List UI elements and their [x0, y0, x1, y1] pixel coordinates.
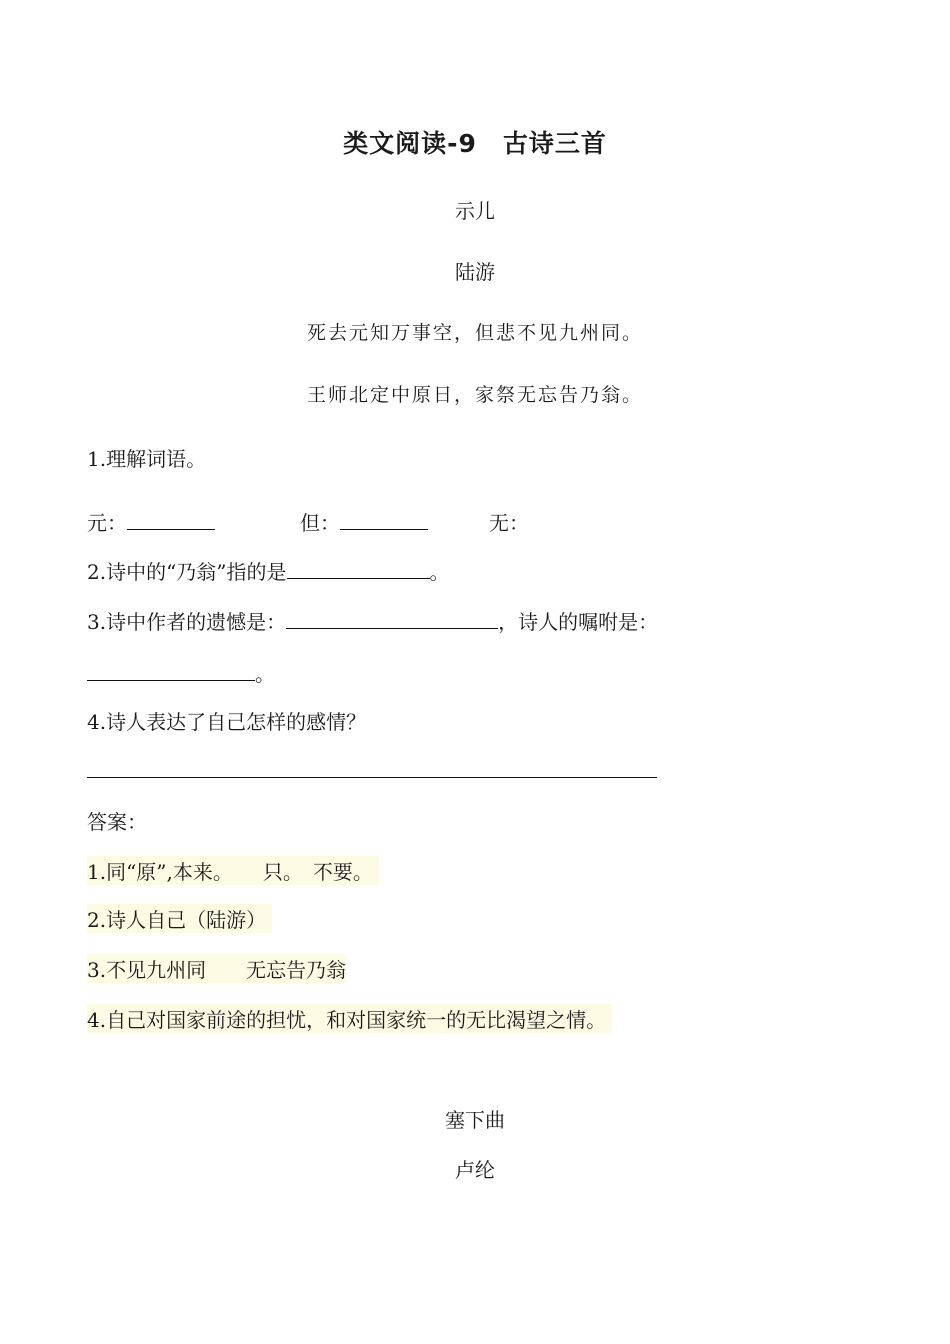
page-title: 类文阅读-9 古诗三首	[343, 129, 607, 158]
q2-suffix: 。	[429, 560, 450, 584]
q4-answer-line[interactable]	[87, 777, 657, 778]
q3-regret-blank[interactable]	[286, 608, 498, 629]
question-2	[87, 556, 450, 585]
poem2-title: 塞下曲	[445, 1108, 505, 1132]
q1-term-dan-label: 但：	[300, 511, 340, 535]
poem1-title: 示儿	[455, 199, 495, 223]
q1-term-yuan	[87, 507, 215, 536]
q1-term-dan	[300, 507, 428, 536]
q3-suffix: 。	[255, 662, 275, 686]
q3-instruction-blank[interactable]	[87, 660, 255, 681]
q3-continuation	[87, 658, 275, 687]
q2-blank[interactable]	[287, 558, 430, 579]
q2-text: 2.诗中的“乃翁”指的是	[87, 560, 287, 584]
poem2-author: 卢纶	[455, 1158, 495, 1182]
q3-text: 3.诗中作者的遗憾是：	[87, 610, 287, 634]
answer-4: 4.自己对国家前途的担忧，和对国家统一的无比渴望之情。	[87, 1004, 612, 1033]
question-1: 1.理解词语。	[87, 447, 207, 471]
answers-label: 答案：	[87, 810, 147, 834]
q1-term-wu: 无：	[489, 511, 529, 535]
question-3	[87, 606, 658, 635]
q1-dan-blank[interactable]	[340, 509, 428, 530]
poem1-line-1: 死去元知万事空，但悲不见九州同。	[306, 322, 643, 344]
answer-1: 1.同“原”,本来。 只。 不要。	[87, 856, 379, 885]
q1-yuan-blank[interactable]	[127, 509, 215, 530]
q3-middle: ，诗人的嘱咐是：	[498, 610, 659, 634]
answer-3: 3.不见九州同 无忘告乃翁	[87, 954, 346, 983]
poem1-author: 陆游	[455, 260, 495, 284]
question-4: 4.诗人表达了自己怎样的感情？	[87, 710, 367, 734]
q1-term-yuan-label: 元：	[87, 511, 127, 535]
answer-2: 2.诗人自己（陆游）	[87, 904, 272, 933]
poem1-line-2: 王师北定中原日，家祭无忘告乃翁。	[306, 384, 643, 406]
